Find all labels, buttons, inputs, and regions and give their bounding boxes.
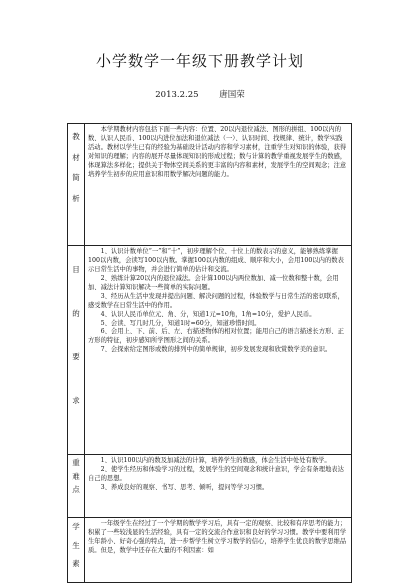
- section-overview: [68, 124, 352, 246]
- paragraph: 2、熟练计算20以内的退位减法。会计算100以内两位数加、减一位数和整十数，会用加、减法计算知识解决一些简单的实际问题。: [88, 274, 339, 291]
- label-char: 点: [72, 485, 80, 494]
- section-label-goals: [68, 246, 85, 455]
- label-char: 要: [72, 352, 80, 361]
- section-key-points: [68, 455, 352, 518]
- label-char: 简: [72, 173, 80, 182]
- label-char: 重: [72, 458, 80, 467]
- label-char: 教: [72, 132, 80, 141]
- section-content-students: [85, 518, 352, 583]
- paragraph: 1、认识100以内的数及加减法的计算，培养学生的数感，体会生活中处处有数学。: [100, 457, 331, 464]
- label-char: 材: [72, 152, 80, 162]
- paragraph: 6、会用上、下、前、后、左、右描述物体的相对位置；能用自己的语言描述长方形、正方形的特征，初步感知所学图形之间的关系。: [88, 328, 344, 345]
- paragraph: 5、会读、写几时几分，知道1时=60分，知道珍惜时间。: [100, 319, 261, 327]
- paragraph: 1、认识计数单位“一”和“十”，初步理解个位、十位上的数表示的意义，能够熟练掌握100以内数，会读写100以内数。掌握100以内数的组成、顺序和大小，会用100以内的数表示日常生活中的事物，并会进行简单的估计和交流。: [88, 248, 344, 273]
- paragraph: 4、认识人民币单位元、角、分，知道1元=10角，1角=10分，爱护人民币。: [100, 310, 316, 318]
- paragraph: 7、会探索给定图形或数的排列中的简单规律，初步发展发现和欣赏数学美的意识。: [100, 346, 332, 354]
- section-content-goals: [85, 246, 352, 455]
- paragraph: 3、养成良好的观察、书写、思考、倾听，提问等学习习惯。: [100, 483, 269, 491]
- paragraph: 本学期教材内容包括下面一些内容：位置、20以内退位减法、图形的拼组、100以内的数、认识人民币、100以内进位加法和退位减法（一）、认识时间、找规律、统计，数学实践活动。教材以学生已有的经验为基础设计活动内容和学习素材，注重学生对知识的体验，获得对知识的理解；内容的展开尽量体现知识的形成过程；数与计算的教学重视发展学生的数感，体现算法多样化；提供关于物体空间关系的更丰富的内容和素材，发展学生的空间观念；注意培养学生初步的应用意识和用数学解决问题的能力。: [88, 126, 347, 178]
- section-label-students: [68, 518, 85, 583]
- section-content-overview: [85, 124, 352, 246]
- section-students: [68, 518, 352, 583]
- label-char: 的: [72, 308, 80, 318]
- section-goals: [68, 246, 352, 455]
- paragraph: 2、使学生经历和体验学习的过程，发展学生的空间观念和统计意识，学会有条理地表达自己的思想。: [88, 465, 344, 482]
- label-char: 析: [72, 193, 80, 203]
- section-content-key-points: [85, 455, 352, 518]
- label-char: 生: [72, 540, 80, 550]
- label-char: 学: [72, 522, 80, 531]
- page-title: 小学数学一年级下册教学计划: [95, 52, 304, 70]
- label-char: 难: [72, 471, 80, 481]
- section-label-overview: [68, 124, 85, 246]
- document-meta: [0, 88, 400, 100]
- document-date: 2013.2.25: [155, 90, 199, 100]
- label-char: 求: [72, 395, 80, 405]
- label-char: 目: [72, 265, 80, 274]
- paragraph: 3、经历从生活中发现并提出问题、解决问题的过程，体验数学与日常生活的密切联系，感受数学在日常生活中的作用。: [88, 292, 344, 309]
- paragraph: 一年级学生在经过了一个学期的数学学习后，具有一定的观察、比较和有序思考的能力；积累了一些较浅显的生活经验，具有一定的交流合作意识和良好的学习习惯。教学中要利用学生年龄小、好奇心强的特点，进一步帮学生树立学习数学的信心，培养学生优良的数学思维品质。但是，数学中还存在大量的不利因素：如: [88, 520, 347, 554]
- label-char: 素: [72, 559, 80, 568]
- section-label-key-points: [68, 455, 85, 518]
- plan-table: [67, 123, 352, 583]
- document-author: 唐国荣: [219, 90, 245, 100]
